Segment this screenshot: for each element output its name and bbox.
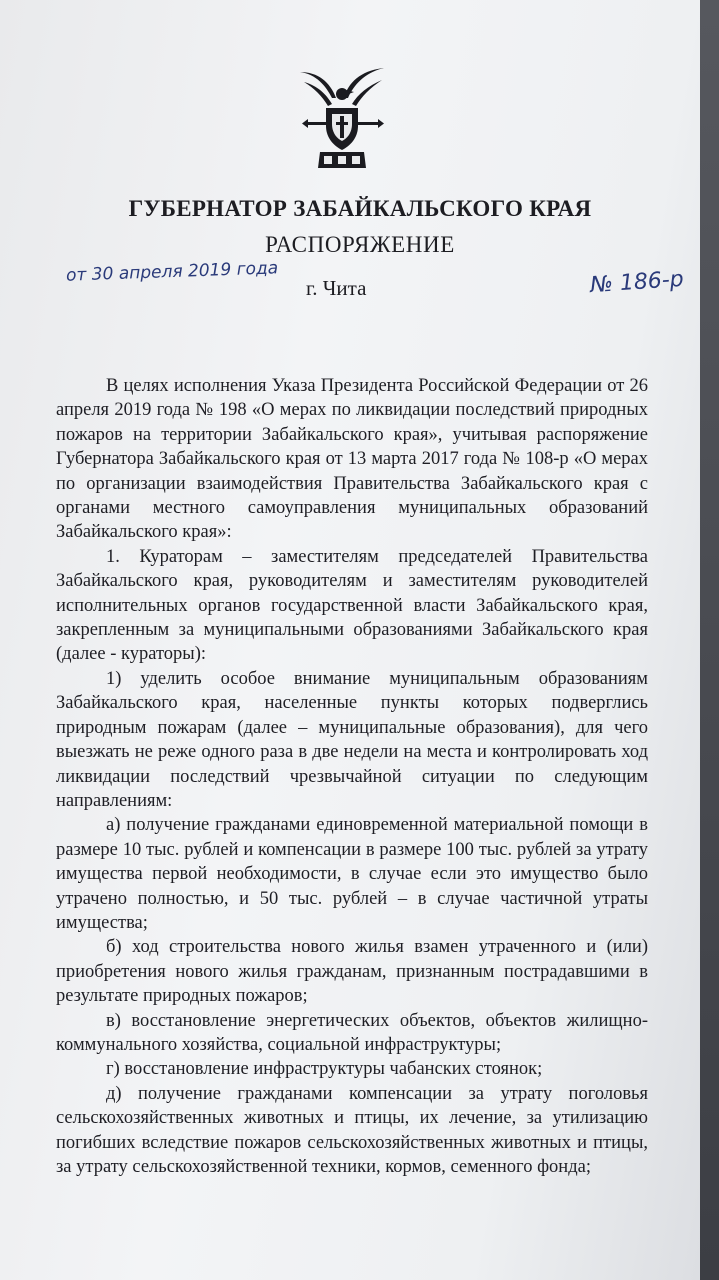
- clause-1-1-a: а) получение гражданами единовременной материальной помощи в размере 10 тыс. рублей и компенсации в размере 100 тыс. рублей за утрату имущества первой необходимости, в случае если это имущество было утрачено полностью, и 50 тыс. рублей – в случае частичной утраты имущества;: [56, 815, 648, 933]
- clause-1-1: 1) уделить особое внимание муниципальным образованиям Забайкальского края, населенные пункты которых подверглись природным пожарам (далее – муниципальные образования), для чего выезжать не реже одного раза в две недели на места и контролировать ход ликвидации последствий чрезвычайной ситуации по следующим направлениям:: [56, 668, 648, 811]
- clause-1-1-d: д) получение гражданами компенсации за утрату поголовья сельскохозяйственных животных и птицы, их лечение, за утилизацию погибших вследствие пожаров сельскохозяйственных животных и птицы, за утрату сельскохозяйственной техники, кормов, семенного фонда;: [56, 1083, 648, 1177]
- issuer-title: ГУБЕРНАТОР ЗАБАЙКАЛЬСКОГО КРАЯ: [128, 196, 592, 221]
- clause-1: 1. Кураторам – заместителям председателей Правительства Забайкальского края, руководителям и заместителям руководителей исполнительных органов государственной власти Забайкальского края, закрепленным за муниципальными образованиями Забайкальского края (далее - кураторы):: [56, 546, 648, 665]
- city-label: г. Чита: [306, 276, 367, 300]
- handwritten-date: от 30 апреля 2019 года: [65, 258, 279, 286]
- clause-1-1-g: г) восстановление инфраструктуры чабанских стоянок;: [106, 1059, 543, 1080]
- clause-1-1-b: б) ход строительства нового жилья взамен утраченного и (или) приобретения нового жилья гражданам, признанным пострадавшими в результате природных пожаров;: [56, 937, 648, 1007]
- coat-of-arms-icon: [296, 64, 388, 176]
- document-type: РАСПОРЯЖЕНИЕ: [265, 232, 455, 257]
- background-edge: [700, 0, 719, 1280]
- handwritten-number: № 186-р: [589, 266, 685, 299]
- clause-1-1-v: в) восстановление энергетических объектов, объектов жилищно-коммунального хозяйства, социальной инфраструктуры;: [56, 1010, 648, 1055]
- document-body: [56, 374, 648, 1179]
- preamble-paragraph: В целях исполнения Указа Президента Российской Федерации от 26 апреля 2019 года № 198 «О мерах по ликвидации последствий природных пожаров на территории Забайкальского края», учитывая распоряжение Губернатора Забайкальского края от 13 марта 2017 года № 108-р «О мерах по организации взаимодействия Правительства Забайкальского края с органами местного самоуправления муниципальных образований Забайкальского края»:: [56, 376, 648, 543]
